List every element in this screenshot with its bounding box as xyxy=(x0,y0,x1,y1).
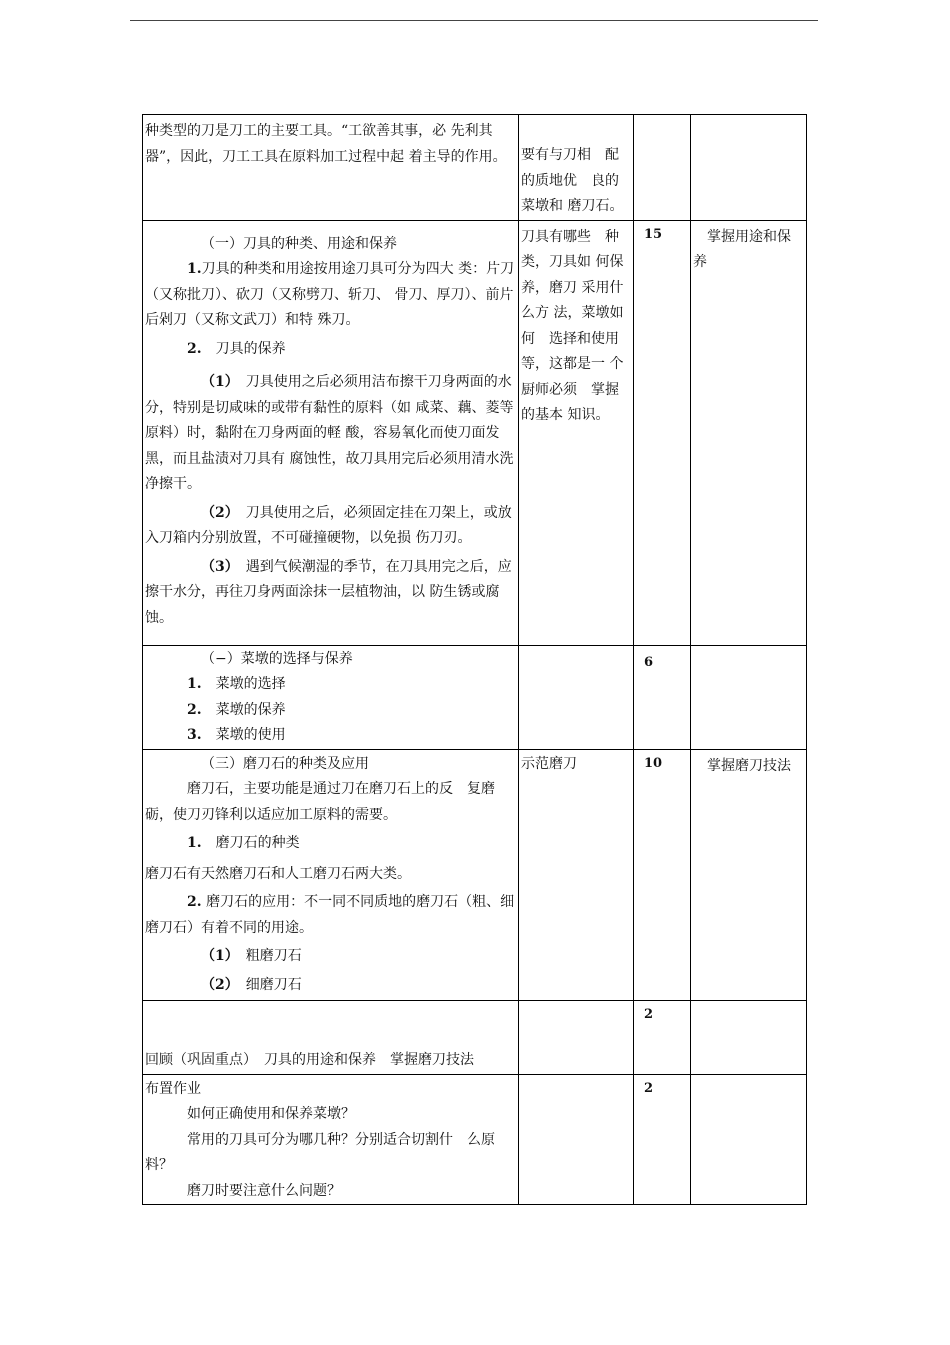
goal-cell xyxy=(691,645,807,749)
activity-cell xyxy=(519,1074,634,1205)
minutes-cell xyxy=(634,220,691,645)
minutes-value: 15 xyxy=(644,226,663,242)
item-number: 1. xyxy=(187,676,202,692)
goal-cell xyxy=(691,1074,807,1205)
minutes-value: 10 xyxy=(644,755,663,771)
minutes-value: 2 xyxy=(644,1080,654,1096)
item-text: 刀具的保养 xyxy=(215,340,286,357)
minutes-cell xyxy=(634,1074,691,1205)
table-row xyxy=(143,1074,807,1205)
header-rule xyxy=(130,20,818,21)
sub-item-number: （3） xyxy=(201,558,232,575)
content-cell xyxy=(143,1074,519,1205)
table-row xyxy=(143,1000,807,1074)
minutes-cell xyxy=(634,645,691,749)
item-text: 磨刀石的种类 xyxy=(215,835,300,851)
table-row xyxy=(143,645,807,749)
activity-text: 示范磨刀 xyxy=(521,755,577,772)
activity-text: 刀具有哪些 种类，刀具如 何保养，磨刀 采用什么方 法，菜墩如何 选择和使用等，这都是一 个厨师必须 掌握的基本 知识。 xyxy=(521,228,624,423)
table-row xyxy=(143,220,807,645)
item-text: 磨刀石的应用：不一同不同质地的磨刀石（粗、细磨刀石）有着不同的用途。 xyxy=(145,894,515,936)
content-cell xyxy=(143,1000,519,1074)
item-number: 2. xyxy=(187,894,202,910)
activity-cell xyxy=(519,749,634,1000)
paragraph-text: 磨刀石，主要功能是通过刀在磨刀石上的反 复磨砺，使刀刃锋利以适应加工原料的需要。 xyxy=(145,781,495,823)
minutes-cell xyxy=(634,749,691,1000)
section-heading: （−）菜墩的选择与保养 xyxy=(201,650,353,667)
lesson-plan-table xyxy=(142,114,807,1205)
section-heading: （三）磨刀石的种类及应用 xyxy=(201,755,369,772)
sub-item-text: 刀具使用之后，必须固定挂在刀架上，或放入刀箱内分别放置，不可碰撞硬物，以免损 伤刀刃。 xyxy=(145,504,512,546)
item-number: 2. xyxy=(187,701,202,718)
item-text: 刀具的种类和用途按用途刀具可分为四大 类：片刀（又称批刀）、砍刀（又称劈刀、斩刀、 骨刀、厚刀）、前片后剁刀（又称文武刀）和特 殊刀。 xyxy=(145,261,515,328)
content-cell xyxy=(143,220,519,645)
homework-question: 如何正确使用和保养菜墩？ xyxy=(187,1106,355,1122)
item-text: 菜墩的使用 xyxy=(215,727,286,743)
homework-question: 常用的刀具可分为哪几种？分别适合切割什 么原料？ xyxy=(145,1131,495,1173)
content-cell xyxy=(143,115,519,221)
activity-cell xyxy=(519,115,634,221)
review-text: 回顾（巩固重点） 刀具的用途和保养 掌握磨刀技法 xyxy=(145,1052,474,1068)
goal-cell xyxy=(691,1000,807,1074)
content-text: 种类型的刀是刀工的主要工具。“工欲善其事，必 先利其器”，因此，刀工工具在原料加工过程中起 着主导的作用。 xyxy=(145,123,507,165)
sub-item-number: （1） xyxy=(201,374,232,390)
content-cell xyxy=(143,645,519,749)
homework-heading: 布置作业 xyxy=(145,1080,201,1097)
content-cell xyxy=(143,749,519,1000)
paragraph-text: 磨刀石有天然磨刀石和人工磨刀石两大类。 xyxy=(145,865,411,882)
goal-cell xyxy=(691,749,807,1000)
sub-item-text: 粗磨刀石 xyxy=(245,948,302,964)
item-number: 1. xyxy=(187,261,202,277)
sub-item-text: 遇到气候潮湿的季节，在刀具用完之后，应擦干水分，再往刀身两面涂抹一层植物油，以 防生锈或腐蚀。 xyxy=(145,558,512,626)
sub-item-text: 刀具使用之后必须用洁布擦干刀身两面的水分，特别是切咸味的或带有黏性的原料（如 咸菜、藕、菱等原料）时，黏附在刀身两面的軽 酸，容易氧化而使刀面发黑，而且盐渍对刀具有 腐蚀性，故刀具用完后必须用清水洗净擦干。 xyxy=(145,374,514,492)
minutes-value: 6 xyxy=(644,654,654,670)
item-number: 3. xyxy=(187,727,202,743)
activity-cell xyxy=(519,220,634,645)
sub-item-number: （2） xyxy=(201,504,232,521)
item-text: 菜墩的保养 xyxy=(215,701,286,718)
activity-cell xyxy=(519,1000,634,1074)
item-number: 1. xyxy=(187,835,202,851)
activity-text: 要有与刀相 配的质地优 良的菜墩和 磨刀石。 xyxy=(521,147,624,214)
sub-item-number: （2） xyxy=(201,976,232,993)
table-row xyxy=(143,749,807,1000)
section-heading: （一）刀具的种类、用途和保养 xyxy=(201,235,397,252)
homework-question: 磨刀时要注意什么问题？ xyxy=(187,1182,341,1199)
activity-cell xyxy=(519,645,634,749)
minutes-cell xyxy=(634,1000,691,1074)
table-row xyxy=(143,115,807,221)
goal-text: 掌握用途和保养 xyxy=(693,228,791,270)
goal-cell xyxy=(691,115,807,221)
sub-item-number: （1） xyxy=(201,948,232,964)
sub-item-text: 细磨刀石 xyxy=(245,976,302,993)
minutes-cell xyxy=(634,115,691,221)
goal-text: 掌握磨刀技法 xyxy=(707,757,791,774)
item-number: 2. xyxy=(187,340,202,357)
minutes-value: 2 xyxy=(644,1006,654,1022)
item-text: 菜墩的选择 xyxy=(215,676,286,692)
goal-cell xyxy=(691,220,807,645)
